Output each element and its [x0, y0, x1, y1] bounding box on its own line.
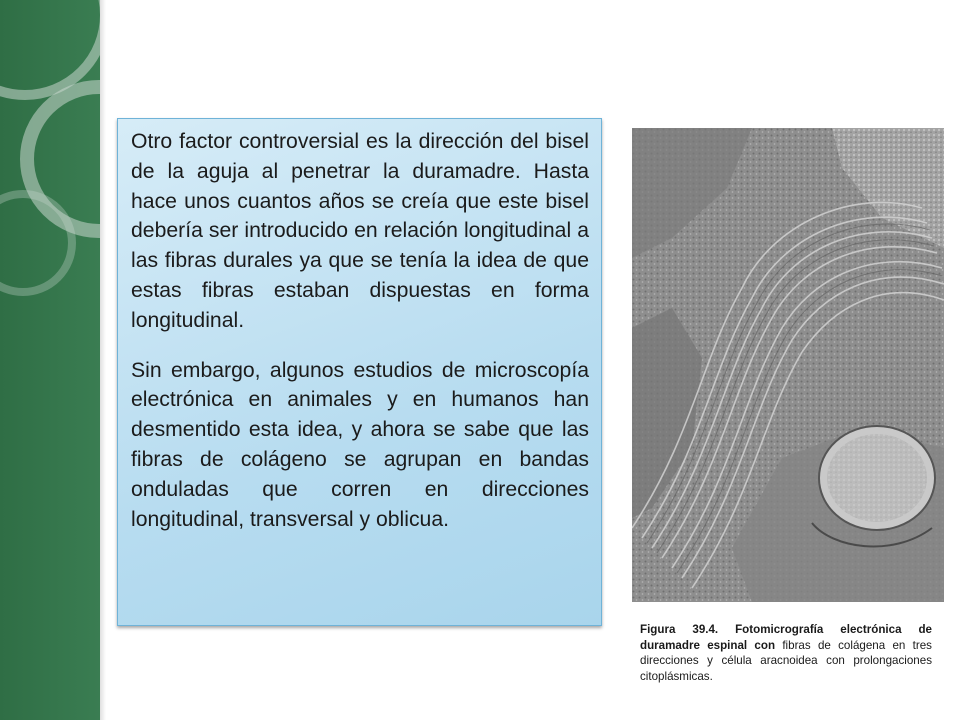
figure-caption	[640, 622, 932, 684]
paragraph-1: Otro factor controversial es la dirección del bisel de la aguja al penetrar la duramadre. Hasta hace unos cuantos años se creía que este bisel debería ser introducido en relación longitudinal a las fibras durales ya que se tenía la idea de que estas fibras estaban dispuestas en forma longitudinal.	[131, 130, 589, 332]
caption-bold: Figura 39.4. Fotomicrografía electrónica de duramadre espinal con	[640, 623, 932, 652]
sidebar-decoration	[0, 0, 100, 720]
paragraph-2: Sin embargo, algunos estudios de microscopía electrónica en animales y en humanos han desmentido esta idea, y ahora se sabe que las fibras de colágeno se agrupan en bandas onduladas que corren en direcciones longitudinal, transversal y oblicua.	[131, 358, 589, 531]
text-box	[117, 118, 602, 626]
caption-rest: fibras de colágena en tres direcciones y célula aracnoidea con prolongaciones citoplásmicas.	[640, 638, 932, 683]
electron-micrograph	[632, 128, 944, 602]
sidebar-shadow	[100, 0, 106, 720]
